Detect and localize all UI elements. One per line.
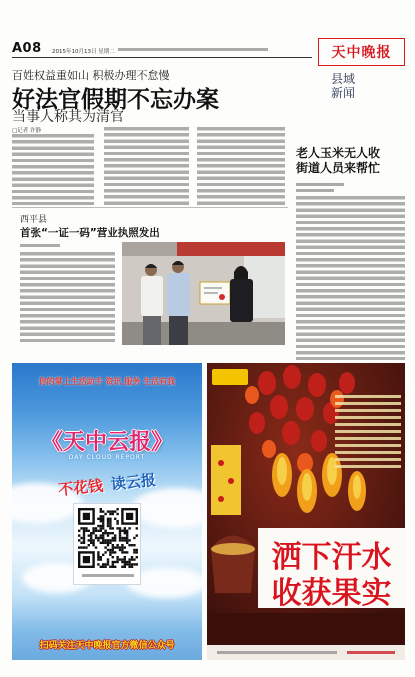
qr-module	[100, 534, 102, 536]
qr-module	[107, 542, 109, 544]
qr-module	[107, 563, 109, 565]
qr-module	[124, 563, 126, 565]
qr-module	[95, 527, 97, 529]
qr-module	[126, 534, 128, 536]
qr-module	[128, 561, 130, 563]
qr-module	[121, 558, 123, 560]
qr-module	[92, 542, 94, 544]
qr-module	[128, 563, 130, 565]
qr-module	[92, 544, 94, 546]
qr-module	[116, 520, 118, 522]
ad-tag-free: 不花钱	[57, 476, 105, 500]
qr-module	[78, 530, 80, 532]
qr-module	[128, 539, 130, 541]
qr-module	[121, 537, 123, 539]
qr-module	[109, 539, 111, 541]
qr-module	[83, 534, 85, 536]
middle-story-byline	[20, 244, 60, 247]
qr-module	[107, 522, 109, 524]
qr-module	[116, 508, 118, 510]
ad-brand-english: DAY CLOUD REPORT	[68, 454, 146, 461]
qr-module	[102, 542, 104, 544]
qr-module	[104, 530, 106, 532]
main-story-headline: 好法官假期不忘办案	[12, 87, 219, 113]
qr-module	[97, 537, 99, 539]
side-story-byline-2	[296, 189, 334, 192]
qr-module	[83, 546, 85, 548]
qr-module	[102, 537, 104, 539]
qr-code	[78, 508, 138, 568]
qr-module	[83, 513, 90, 520]
side-story-byline	[296, 183, 344, 186]
qr-module	[114, 539, 116, 541]
qr-module	[95, 534, 97, 536]
qr-module	[92, 532, 94, 534]
qr-module	[104, 551, 106, 553]
qr-module	[95, 530, 97, 532]
qr-module	[128, 566, 130, 568]
qr-module	[104, 532, 106, 534]
qr-module	[126, 513, 133, 520]
qr-module	[107, 549, 109, 551]
qr-module	[109, 554, 111, 556]
middle-story-body	[20, 252, 115, 345]
qr-module	[119, 532, 121, 534]
qr-module	[95, 546, 97, 548]
qr-module	[97, 525, 99, 527]
qr-module	[136, 549, 138, 551]
qr-module	[133, 537, 135, 539]
ad-tag-read: 读云报	[110, 470, 157, 494]
qr-module	[121, 551, 123, 553]
qr-module	[109, 513, 111, 515]
qr-module	[100, 542, 102, 544]
ad-sponsor-text	[217, 651, 337, 654]
qr-module	[112, 532, 114, 534]
qr-module	[107, 534, 109, 536]
cloud-report-ad	[12, 363, 202, 660]
qr-module	[90, 537, 92, 539]
qr-module	[126, 537, 128, 539]
qr-module	[78, 534, 80, 536]
header-rule	[12, 57, 312, 58]
qr-module	[121, 561, 123, 563]
qr-module	[107, 539, 109, 541]
middle-story-rule	[12, 207, 288, 208]
qr-module	[112, 527, 114, 529]
main-story-subheadline: 当事人称其为清官	[12, 109, 124, 125]
qr-module	[131, 558, 133, 560]
middle-story-kicker: 西平县	[20, 215, 48, 225]
qr-module	[83, 539, 85, 541]
qr-module	[100, 515, 102, 517]
qr-module	[124, 530, 126, 532]
qr-module	[112, 561, 114, 563]
qr-module	[102, 527, 104, 529]
main-story-column-2	[104, 127, 189, 205]
ad-sponsor-badge	[212, 369, 248, 385]
qr-module	[104, 542, 106, 544]
qr-module	[126, 532, 128, 534]
qr-module	[131, 544, 133, 546]
qr-module	[131, 566, 133, 568]
qr-module	[97, 518, 99, 520]
qr-module	[124, 539, 126, 541]
qr-module	[114, 510, 116, 512]
qr-module	[133, 551, 135, 553]
qr-module	[102, 532, 104, 534]
qr-module	[114, 518, 116, 520]
qr-module	[124, 556, 126, 558]
qr-module	[112, 539, 114, 541]
qr-module	[112, 546, 114, 548]
qr-module	[104, 566, 106, 568]
qr-module	[83, 530, 85, 532]
qr-caption	[82, 574, 134, 577]
qr-module	[100, 510, 102, 512]
qr-module	[104, 513, 106, 515]
qr-module	[116, 546, 118, 548]
qr-module	[124, 527, 126, 529]
qr-module	[90, 539, 92, 541]
qr-module	[109, 520, 111, 522]
qr-module	[119, 530, 121, 532]
qr-module	[133, 558, 135, 560]
qr-module	[100, 518, 102, 520]
qr-module	[126, 551, 128, 553]
qr-module	[133, 549, 135, 551]
qr-module	[114, 551, 116, 553]
qr-module	[116, 522, 118, 524]
middle-story-headline: 首张“一证一码”营业执照发出	[20, 227, 160, 239]
qr-module	[119, 539, 121, 541]
qr-module	[114, 566, 116, 568]
qr-module	[95, 537, 97, 539]
qr-module	[102, 554, 104, 556]
qr-module	[109, 549, 111, 551]
ad-brand-title: 《天中云报》	[40, 430, 173, 455]
qr-module	[100, 558, 102, 560]
qr-module	[124, 551, 126, 553]
qr-module	[107, 520, 109, 522]
qr-module	[133, 563, 135, 565]
qr-module	[97, 530, 99, 532]
qr-module	[109, 566, 111, 568]
ad-title-panel	[258, 528, 405, 611]
qr-module	[107, 561, 109, 563]
qr-module	[109, 510, 111, 512]
qr-module	[114, 537, 116, 539]
qr-module	[114, 534, 116, 536]
qr-module	[97, 563, 99, 565]
qr-module	[119, 537, 121, 539]
qr-module	[136, 563, 138, 565]
qr-module	[112, 566, 114, 568]
qr-module	[78, 546, 80, 548]
qr-module	[102, 539, 104, 541]
qr-module	[83, 532, 85, 534]
qr-module	[102, 563, 104, 565]
qr-module	[114, 546, 116, 548]
qr-module	[112, 510, 114, 512]
qr-module	[97, 556, 99, 558]
qr-module	[104, 539, 106, 541]
qr-module	[119, 549, 121, 551]
qr-module	[136, 556, 138, 558]
qr-module	[107, 558, 109, 560]
qr-module	[83, 527, 85, 529]
qr-module	[109, 551, 111, 553]
qr-module	[102, 520, 104, 522]
editor-credits	[118, 48, 268, 51]
section-name-line2: 新闻	[331, 86, 356, 100]
qr-module	[126, 561, 128, 563]
qr-module	[85, 527, 87, 529]
ad-verse-text	[335, 395, 401, 470]
side-story-body	[296, 196, 405, 360]
qr-module	[116, 527, 118, 529]
qr-module	[100, 527, 102, 529]
qr-module	[97, 554, 99, 556]
qr-module	[102, 515, 104, 517]
qr-module	[107, 544, 109, 546]
qr-module	[121, 539, 123, 541]
qr-module	[100, 508, 102, 510]
qr-module	[100, 525, 102, 527]
qr-module	[80, 527, 82, 529]
ad-sponsor-strip	[207, 645, 405, 660]
qr-module	[102, 522, 104, 524]
qr-module	[112, 513, 114, 515]
qr-module	[119, 527, 121, 529]
qr-module	[85, 530, 87, 532]
qr-module	[136, 527, 138, 529]
qr-module	[131, 556, 133, 558]
qr-module	[126, 542, 128, 544]
qr-module	[112, 563, 114, 565]
qr-module	[126, 539, 128, 541]
qr-module	[100, 556, 102, 558]
page-number: A08	[12, 41, 42, 56]
qr-module	[88, 544, 90, 546]
qr-module	[109, 542, 111, 544]
qr-module	[128, 544, 130, 546]
qr-module	[88, 530, 90, 532]
masthead-logo-text: 天中晚报	[331, 45, 392, 61]
qr-module	[119, 546, 121, 548]
qr-module	[112, 549, 114, 551]
qr-module	[102, 566, 104, 568]
qr-module	[119, 558, 121, 560]
qr-module	[100, 537, 102, 539]
qr-module	[83, 537, 85, 539]
qr-module	[104, 563, 106, 565]
qr-module	[116, 513, 118, 515]
qr-module	[116, 558, 118, 560]
qr-module	[107, 510, 109, 512]
qr-module	[124, 558, 126, 560]
qr-module	[112, 537, 114, 539]
main-story-column-1	[12, 134, 94, 205]
qr-module	[109, 525, 111, 527]
qr-module	[133, 544, 135, 546]
qr-module	[102, 510, 104, 512]
qr-module	[114, 561, 116, 563]
qr-module	[121, 544, 123, 546]
qr-module	[131, 563, 133, 565]
main-story-column-3	[197, 127, 285, 205]
qr-module	[80, 546, 82, 548]
qr-module	[80, 542, 82, 544]
qr-module	[128, 558, 130, 560]
qr-module	[92, 527, 94, 529]
qr-module	[116, 556, 118, 558]
issue-date: 2015年10月13日 星期二	[52, 49, 115, 55]
qr-module	[109, 518, 111, 520]
qr-module	[107, 525, 109, 527]
ad-title-line1: 洒下汗水	[271, 540, 392, 575]
qr-module	[126, 530, 128, 532]
qr-module	[80, 537, 82, 539]
qr-module	[109, 532, 111, 534]
side-story-headline-line2: 街道人员来帮忙	[296, 161, 381, 175]
qr-module	[126, 563, 128, 565]
qr-module	[83, 542, 85, 544]
qr-module	[100, 566, 102, 568]
qr-module	[116, 561, 118, 563]
qr-module	[121, 530, 123, 532]
qr-module	[104, 546, 106, 548]
qr-module	[90, 542, 92, 544]
qr-module	[100, 520, 102, 522]
qr-module	[112, 544, 114, 546]
qr-module	[112, 551, 114, 553]
qr-module	[107, 532, 109, 534]
qr-module	[90, 534, 92, 536]
qr-module	[124, 566, 126, 568]
qr-module	[121, 546, 123, 548]
qr-module	[109, 527, 111, 529]
qr-module	[119, 534, 121, 536]
qr-module	[136, 534, 138, 536]
qr-module	[102, 518, 104, 520]
qr-module	[124, 532, 126, 534]
qr-module	[112, 556, 114, 558]
qr-module	[124, 546, 126, 548]
qr-module	[83, 556, 90, 563]
qr-module	[85, 546, 87, 548]
qr-module	[102, 534, 104, 536]
main-story-kicker: 百姓权益重如山 积极办理不怠慢	[12, 69, 170, 82]
masthead-logo	[318, 38, 405, 66]
qr-module	[97, 539, 99, 541]
qr-module	[90, 532, 92, 534]
harvest-public-ad	[207, 363, 405, 660]
qr-module	[92, 539, 94, 541]
qr-module	[121, 566, 123, 568]
qr-module	[88, 539, 90, 541]
qr-module	[100, 530, 102, 532]
qr-module	[124, 537, 126, 539]
qr-module	[116, 544, 118, 546]
qr-code-panel	[73, 503, 141, 585]
qr-module	[124, 561, 126, 563]
ad-sponsor-logo	[347, 651, 395, 654]
qr-module	[121, 549, 123, 551]
qr-module	[102, 525, 104, 527]
main-story-byline: □记者 许静	[12, 128, 41, 134]
qr-module	[88, 534, 90, 536]
qr-module	[97, 558, 99, 560]
qr-module	[78, 539, 80, 541]
qr-module	[97, 551, 99, 553]
qr-module	[109, 522, 111, 524]
ad-footer-text: 扫码关注天中晚报官方微信公众号	[39, 641, 175, 651]
qr-module	[107, 518, 109, 520]
qr-module	[92, 530, 94, 532]
qr-module	[136, 551, 138, 553]
ad-title-line2: 收获果实	[271, 576, 392, 611]
cloud-shape	[132, 488, 202, 528]
side-story-headline-line1: 老人玉米无人收	[296, 146, 381, 160]
ad-slogan: 你的掌上生活助手 资讯 服务 生活有我	[38, 377, 176, 386]
qr-module	[128, 527, 130, 529]
section-name-line1: 县域	[331, 72, 356, 86]
news-photo	[122, 242, 285, 345]
